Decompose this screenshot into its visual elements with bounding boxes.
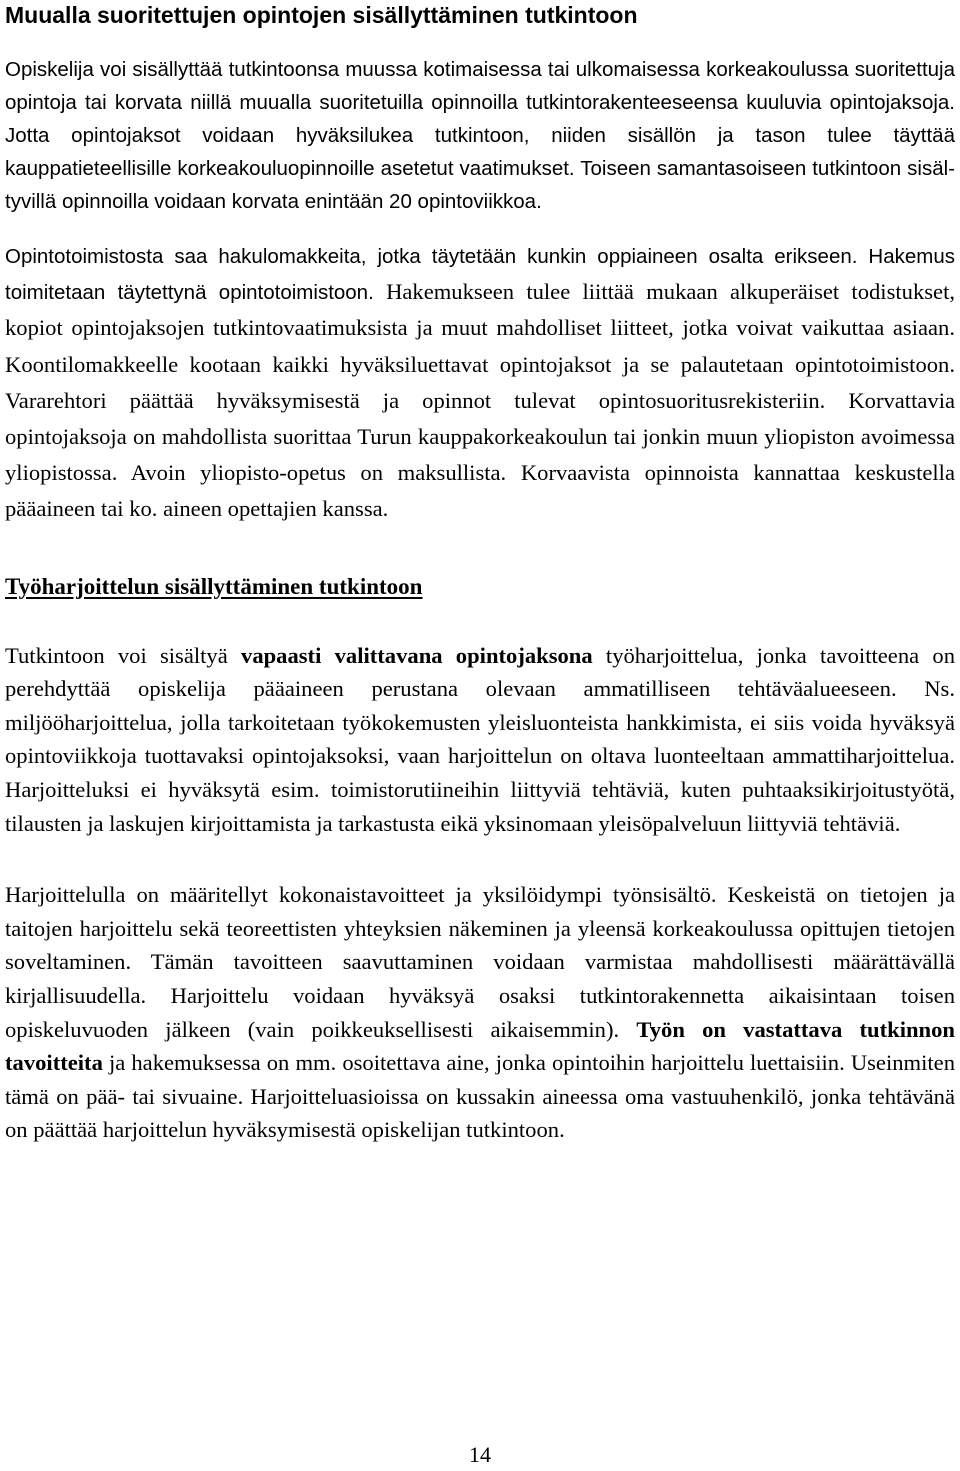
internship-definition-text-start: Tutkintoon voi sisältyä xyxy=(5,642,242,668)
internship-goals-emphasis: Työn on vastattava tutkinnon tavoitteita xyxy=(5,1016,955,1076)
document-page xyxy=(5,0,955,1147)
paragraph-application-procedure xyxy=(5,240,955,529)
internship-goals-text-start: Harjoittelulla on määritellyt kokonaistavoitteet ja yksilöidympi työnsisältö. Keskeistä on tietojen ja taitojen harjoittelu sekä teoreettisten yhteyksien näkeminen ja yleensä korkeakoulussa opittujen tietojen soveltaminen. Tämän tavoitteen saavuttaminen voidaan varmistaa mahdollisesti määrättävällä kirjallisuudella. Harjoittelu voidaan hyväksyä osaksi tutkintorakennetta aikaisintaan toisen opiskeluvuoden jälkeen (vain poikkeuksellisesti aikaisemmin). xyxy=(5,882,955,1042)
section-heading-transfer-credits: Muualla suoritettujen opintojen sisällyttäminen tutkintoon xyxy=(5,2,638,28)
section-heading-work-internship: Työharjoittelun sisällyttäminen tutkintoon xyxy=(5,573,423,599)
paragraph-internship-definition xyxy=(5,639,955,841)
paragraph-application-procedure-part1: Opintotoimistosta saa hakulomakkeita, jotka täytetään kunkin oppiaineen osalta erikseen. Hakemus toimitetaan täytettynä opintotoimistoon. xyxy=(5,245,955,305)
page-number: 14 xyxy=(469,1442,491,1467)
internship-definition-emphasis: vapaasti valittavana opintojaksona xyxy=(241,642,593,668)
paragraph-transfer-credits-intro: Opiskelija voi sisällyttää tutkintoonsa muussa kotimaisessa tai ulkomaisessa korkeakoulussa suoritettuja opintoja tai korvata niillä muualla suoritetuilla opinnoilla tutkintorakenteeseensa kuuluvia opintojaksoja. Jotta opintojaksot voidaan hyväksilukea tutkintoon, niiden sisällön ja tason tulee täyttää kauppatieteellisille korkeakouluopinnoille asetetut vaatimukset. Toiseen samantasoiseen tutkintoon sisältyvillä opinnoilla voidaan korvata enintään 20 opintoviikkoa. xyxy=(5,58,955,213)
internship-definition-text-end: työharjoittelua, jonka tavoitteena on perehdyttää opiskelija pääaineen perustana olevaan ammatilliseen tehtäväalueeseen. Ns. miljööharjoittelua, jolla tarkoitetaan työkokemusten yleisluonteista hankkimista, ei siis voida hyväksyä opintoviikkoja tuottavaksi opintojaksoksi, vaan harjoittelun on oltava luonteeltaan ammattiharjoittelua. Harjoitteluksi ei hyväksytä esim. toimistorutiineihin liittyviä tehtäviä, kuten puhtaaksikirjoitustyötä, tilausten ja laskujen kirjoittamista ja tarkastusta eikä yksinomaan yleisöpalveluun liittyviä tehtäviä. xyxy=(5,642,955,836)
paragraph-internship-goals xyxy=(5,878,955,1147)
paragraph-application-procedure-part2: Hakemukseen tulee liittää mukaan alkuperäiset todistukset, kopiot opintojaksojen tutkintovaatimuksista ja muut mahdolliset liitteet, jotka voivat vaikuttaa asiaan. Koontilomakkeelle kootaan kaikki hyväksiluettavat opintojaksot ja se palautetaan opintotoimistoon. Vararehtori päättää hyväksymisestä ja opinnot tulevat opintosuoritusrekisteriin. Korvattavia opintojaksoja on mahdollista suorittaa Turun kauppakorkeakoulun tai jonkin muun yliopiston avoimessa yliopistossa. Avoin yliopisto-opetus on maksullista. Korvaavista opinnoista kannattaa keskustella pääaineen tai ko. aineen opettajien kanssa. xyxy=(5,279,955,522)
internship-goals-text-end: ja hakemuksessa on mm. osoitettava aine, jonka opintoihin harjoittelu luettaisiin. Useinmiten tämä on pää- tai sivuaine. Harjoitteluasioissa on kussakin aineessa oma vastuuhenkilö, jonka tehtävänä on päättää harjoittelun hyväksymisestä opiskelijan tutkintoon. xyxy=(5,1050,955,1143)
